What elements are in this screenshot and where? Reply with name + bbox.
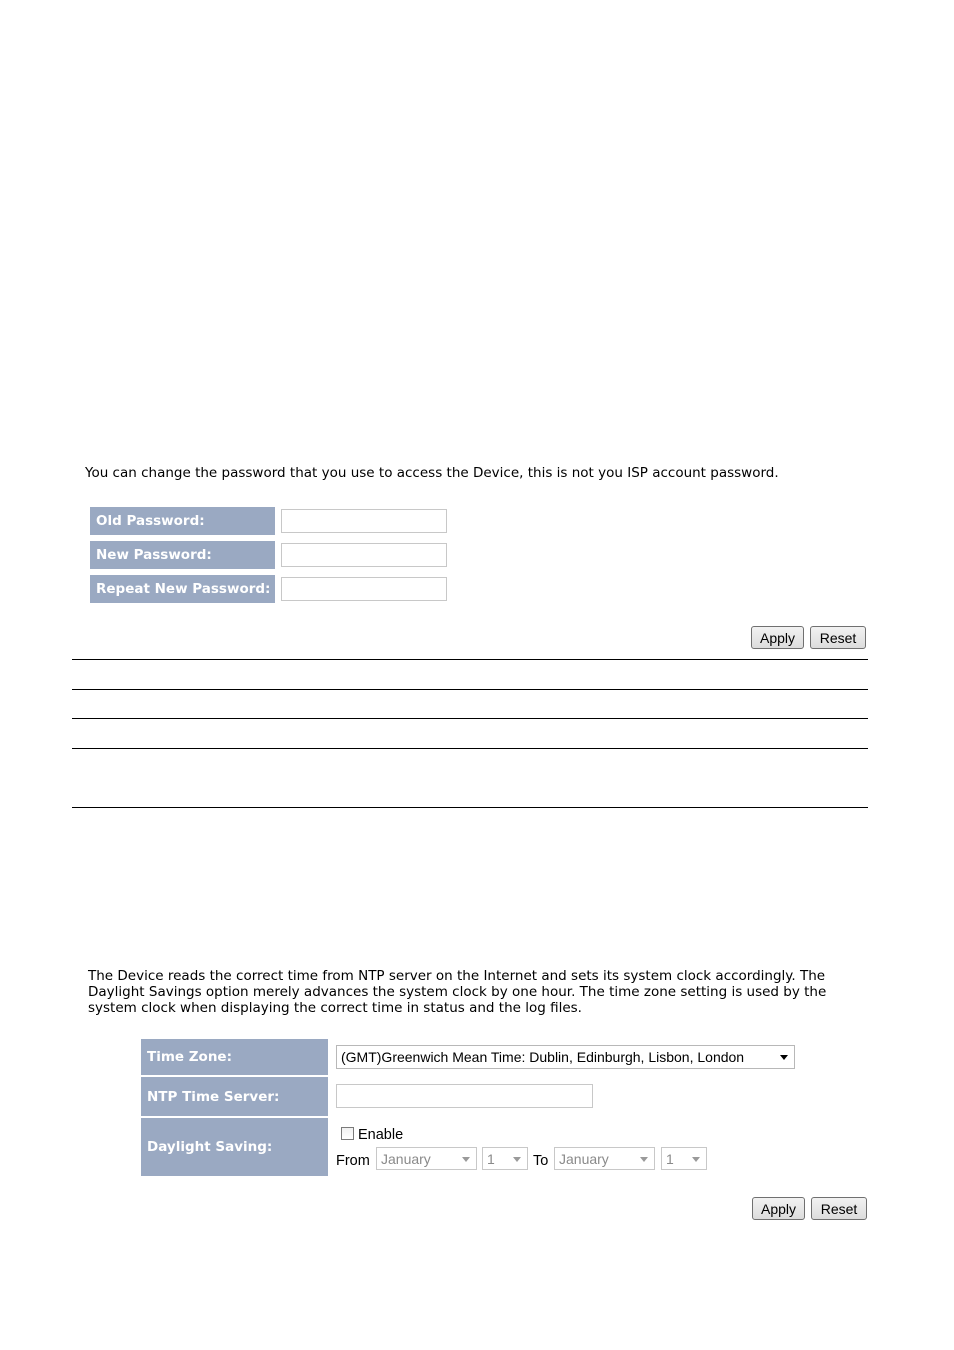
old-password-input[interactable] xyxy=(281,509,447,533)
ntp-server-input[interactable] xyxy=(336,1084,593,1108)
divider xyxy=(72,748,868,749)
ntp-server-label: NTP Time Server: xyxy=(141,1077,328,1116)
new-password-input[interactable] xyxy=(281,543,447,567)
to-day-value: 1 xyxy=(666,1150,674,1167)
chevron-down-icon xyxy=(780,1055,788,1060)
time-description xyxy=(88,968,888,1016)
time-description-line: The Device reads the correct time from NTP server on the Internet and sets its system clock accordingly. The xyxy=(88,968,826,984)
from-month-value: January xyxy=(381,1150,431,1167)
time-reset-button[interactable]: Reset xyxy=(811,1197,867,1220)
time-apply-button[interactable]: Apply xyxy=(752,1197,805,1220)
password-apply-button[interactable]: Apply xyxy=(751,626,804,649)
password-description: You can change the password that you use to access the Device, this is not you ISP account password. xyxy=(85,465,779,481)
new-password-label: New Password: xyxy=(90,541,275,569)
to-month-value: January xyxy=(559,1150,609,1167)
repeat-password-label: Repeat New Password: xyxy=(90,575,275,603)
chevron-down-icon xyxy=(513,1157,521,1162)
daylight-saving-label: Daylight Saving: xyxy=(141,1118,328,1176)
time-zone-label: Time Zone: xyxy=(141,1039,328,1075)
divider xyxy=(72,689,868,690)
from-month-select[interactable] xyxy=(376,1147,477,1170)
from-day-value: 1 xyxy=(487,1150,495,1167)
divider xyxy=(72,718,868,719)
enable-label: Enable xyxy=(358,1127,404,1143)
time-description-line: system clock when displaying the correct time in status and the log files. xyxy=(88,1000,582,1016)
time-description-line: Daylight Savings option merely advances the system clock by one hour. The time zone setting is used by the xyxy=(88,984,827,1000)
to-label: To xyxy=(533,1153,549,1169)
to-day-select[interactable] xyxy=(661,1147,707,1170)
old-password-label: Old Password: xyxy=(90,507,275,535)
enable-checkbox[interactable] xyxy=(341,1127,354,1140)
chevron-down-icon xyxy=(640,1157,648,1162)
to-month-select[interactable] xyxy=(554,1147,655,1170)
time-zone-value: (GMT)Greenwich Mean Time: Dublin, Edinburgh, Lisbon, London xyxy=(341,1049,745,1065)
divider xyxy=(72,659,868,660)
chevron-down-icon xyxy=(462,1157,470,1162)
divider xyxy=(72,807,868,808)
time-zone-select[interactable] xyxy=(336,1045,795,1069)
from-label: From xyxy=(336,1153,370,1169)
chevron-down-icon xyxy=(692,1157,700,1162)
password-reset-button[interactable]: Reset xyxy=(810,626,866,649)
repeat-password-input[interactable] xyxy=(281,577,447,601)
from-day-select[interactable] xyxy=(482,1147,528,1170)
